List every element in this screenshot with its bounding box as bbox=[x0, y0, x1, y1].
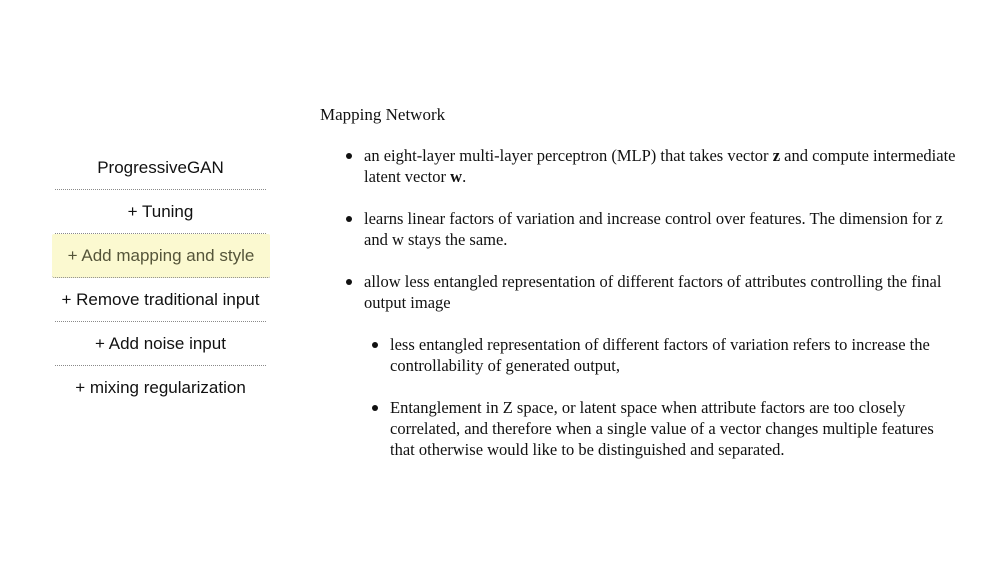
bullet-item bbox=[320, 145, 960, 187]
sub-bullet-item bbox=[320, 334, 960, 376]
bullet-text: allow less entangled representation of different factors of attributes controlling the final output image bbox=[364, 272, 942, 312]
bullet-list bbox=[320, 145, 960, 313]
slide-content bbox=[320, 104, 960, 481]
nav-item-progressivegan[interactable]: ProgressiveGAN bbox=[55, 146, 266, 190]
bullet-text: and compute intermediate latent vector bbox=[364, 146, 956, 186]
bullet-text: learns linear factors of variation and increase control over features. The dimension for z and w stays the same. bbox=[364, 209, 943, 249]
bullet-text: Entanglement in Z space, or latent space when attribute factors are too closely correlated, and therefore when a single value of a vector changes multiple features that otherwise would like to be distinguished and separated. bbox=[390, 398, 934, 459]
bullet-text: . bbox=[462, 167, 467, 186]
section-nav bbox=[55, 146, 266, 410]
sub-bullet-list bbox=[320, 334, 960, 460]
nav-item-mixing-regularization[interactable]: + mixing regularization bbox=[75, 378, 246, 397]
bullet-item bbox=[320, 271, 960, 313]
nav-item-tuning[interactable]: + Tuning bbox=[55, 190, 266, 234]
vector-w-symbol: w bbox=[450, 167, 463, 186]
section-title: Mapping Network bbox=[320, 105, 446, 124]
vector-z-symbol: z bbox=[772, 146, 781, 165]
nav-item-remove-traditional-input[interactable]: + Remove traditional input bbox=[55, 278, 266, 322]
bullet-item bbox=[320, 208, 960, 250]
sub-bullet-item bbox=[320, 397, 960, 460]
bullet-text: less entangled representation of different factors of variation refers to increase the controllability of generated output, bbox=[390, 335, 930, 375]
bullet-text: an eight-layer multi-layer perceptron (MLP) that takes vector bbox=[364, 146, 773, 165]
nav-item-add-mapping-and-style[interactable]: + Add mapping and style bbox=[52, 234, 270, 278]
nav-item-add-noise-input[interactable]: + Add noise input bbox=[55, 322, 266, 366]
